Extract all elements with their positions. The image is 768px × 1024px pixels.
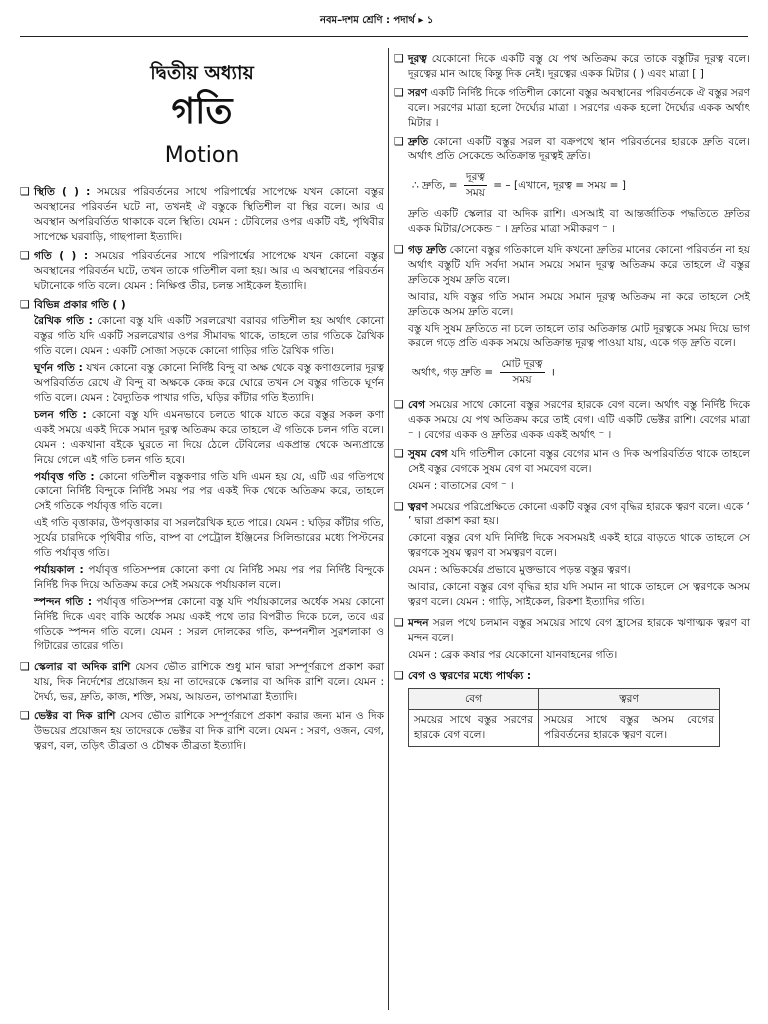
- average-speed-formula: [412, 357, 750, 388]
- term-rotational: ঘূর্ণন গতি :: [34, 362, 83, 375]
- entry-distance: [394, 52, 750, 82]
- text-average-speed-more1: আবার, যদি বস্তুর গতি সমান সময়ে সমান দূরত্ব অতিক্রম না করে তাহলে সেই দ্রুতিকে অসম দ্রুতি বলে।: [408, 290, 750, 318]
- running-header: নবম–দশম শ্রেণি : পদার্থ ▸ ১: [320, 15, 434, 26]
- term-velocity: বেগ: [408, 399, 425, 412]
- text-acceleration: সময়ের পরিপ্রেক্ষিতে কোনো একটি বস্তুর বেগ বৃদ্ধির হারকে ত্বরণ বলে। একে ‘ ’ দ্বারা প্রকাশ করা হয়।: [408, 500, 750, 528]
- term-linear: রৈখিক গতি :: [34, 315, 93, 328]
- checkbox-bullet-icon: ❑: [394, 446, 404, 460]
- difference-title: বেগ ও ত্বরণের মধ্যে পার্থক্য :: [408, 669, 532, 682]
- table-cell-velocity: সময়ের সাথে বস্তুর সরণের হারকে বেগ বলে।: [409, 710, 539, 747]
- table-cell-acceleration: সময়ের সাথে বস্তুর অসম বেগের পরিবর্তনের হারকে ত্বরণ বলে।: [539, 710, 720, 747]
- example-uniform-velocity: যেমন : বাতাসের বেগ ⁻ ।: [408, 479, 514, 492]
- right-column: [394, 52, 750, 747]
- avg-numerator: মোট দূরত্ব: [500, 357, 545, 373]
- speed-numerator: দূরত্ব: [464, 170, 487, 186]
- term-oscillatory: স্পন্দন গতি :: [34, 595, 93, 608]
- term-speed: দ্রুতি: [408, 135, 429, 148]
- text-uniform-velocity: যদি গতিশীল কোনো বস্তুর বেগের মান ও দিক অপরিবর্তিত থাকে তাহলে সেই বস্তুর বেগকে সুষম বেগ বা সমবেগ বলে।: [408, 447, 750, 475]
- text-vector: যেসব ভৌত রাশিকে সম্পূর্ণরূপে প্রকাশ করার জন্য মান ও দিক উভয়ের প্রয়োজন হয় তাদেরকে ভেক্টর বা দিক রাশি বলে। যেমন : সরণ, ওজন, বেগ, ত্বরণ, বল, তড়িৎ তীব্রতা ও চৌম্বক তীব্রতা ইত্যাদি।: [34, 710, 384, 752]
- term-motion-types: বিভিন্ন প্রকার গতি ( ): [34, 298, 126, 311]
- term-retardation: মন্দন: [408, 616, 429, 629]
- term-period: পর্যায়কাল :: [34, 563, 84, 576]
- speed-formula-prefix: ∴ দ্রুতি, =: [412, 179, 458, 192]
- chapter-english-title: Motion: [164, 142, 240, 168]
- text-linear: কোনো বস্তু যদি একটি সরলরেখা বরাবর গতিশীল হয় অর্থাৎ কোনো বস্তুর গতি যদি একটি সরলরেখার ওপর সীমাবদ্ধ থাকে, তাহলে তার গতিকে রৈখিক গতি বলে। যেমন : একটি সোজা সড়কে কোনো গাড়ির গতি রৈখিক গতি।: [34, 315, 384, 358]
- example-retardation: যেমন : ব্রেক কষার পর যেকোনো যানবাহনের গতি।: [408, 648, 618, 661]
- checkbox-bullet-icon: ❑: [20, 709, 30, 723]
- chapter-title: গতি: [171, 90, 233, 132]
- term-average-speed: গড় দ্রুতি: [408, 243, 447, 256]
- entry-speed: [394, 135, 750, 239]
- table-header-acceleration: ত্বরণ: [539, 688, 720, 710]
- entry-displacement: [394, 86, 750, 131]
- left-column: [20, 52, 384, 758]
- text-period: পর্যাবৃত্ত গতিসম্পন্ন কোনো কণা যে নির্দিষ্ট সময় পর পর নির্দিষ্ট বিন্দুকে নির্দিষ্ট দিক দিয়ে অতিক্রম করে সেই সময়কে পর্যায়কাল বলে।: [34, 563, 384, 591]
- entry-acceleration: [394, 500, 750, 612]
- text-speed: কোনো একটি বস্তুর সরল বা বক্রপথে স্থান পরিবর্তনের হারকে দ্রুতি বলে। অর্থাৎ প্রতি সেকেন্ডে অতিক্রান্ত দূরত্বই দ্রুতি।: [408, 135, 750, 163]
- text-rotational: যখন কোনো বস্তু কোনো নির্দিষ্ট বিন্দু বা অক্ষ থেকে বস্তু কণাগুলোর দূরত্ব অপরিবর্তিত রেখে ঐ বিন্দু বা অক্ষকে কেন্দ্র করে ঘোরে তখন সে বস্তুর গতিকে ঘূর্ণন গতি বলে। যেমন : বৈদ্যুতিক পাখার গতি, ঘড়ির কাঁটার গতি ইত্যাদি।: [34, 362, 384, 404]
- term-acceleration: ত্বরণ: [408, 500, 428, 513]
- term-scalar: স্কেলার বা অদিক রাশি: [34, 661, 131, 674]
- checkbox-bullet-icon: ❑: [394, 615, 404, 629]
- table-header-velocity: বেগ: [409, 688, 539, 710]
- text-translational: কোনো বস্তু যদি এমনভাবে চলতে থাকে যাতে করে বস্তুর সকল কণা একই সময়ে একই দিকে সমান দূরত্ব অতিক্রম করে তাহলে ঐ গতিকে চলন গতি বলে। যেমন : একখানা বইকে ঘুরতে না দিয়ে ঠেলে টেবিলের একপ্রান্ত থেকে অন্যপ্রান্তে নিয়ে গেলে এই গতি চলন গতি হবে।: [34, 408, 385, 466]
- avg-fraction: [500, 357, 545, 388]
- term-periodic: পর্যাবৃত্ত গতি :: [34, 470, 95, 483]
- text-acceleration-more3: আবার, কোনো বস্তুর বেগ বৃদ্ধির হার যদি সমান না থাকে তাহলে সে ত্বরণকে অসম ত্বরণ বলে। যেমন : গাড়ি, সাইকেল, রিকশা ইত্যাদির গতি।: [408, 581, 750, 608]
- chapter-label: দ্বিতীয় অধ্যায়: [150, 62, 254, 84]
- text-oscillatory: পর্যাবৃত্ত গতিসম্পন্ন কোনো বস্তু যদি পর্যায়কালের অর্ধেক সময় কোনো নির্দিষ্ট দিকে এবং বাকি অর্ধেক সময় একই পথে তার বিপরীত দিকে চলে, তবে এর গতিকে স্পন্দন গতি বলে। যেমন : সরল দোলকের গতি, কম্পনশীল সুরশলাকা ও গিটারের তারের গতি।: [34, 595, 384, 653]
- checkbox-bullet-icon: ❑: [394, 499, 404, 513]
- text-speed-more: দ্রুতি একটি স্কেলার বা অদিক রাশি। এসআই বা আন্তর্জাতিক পদ্ধতিতে দ্রুতির একক মিটার/সেকেন্ড ⁻ । দ্রুতির মাত্রা সমীকরণ ⁻ ।: [408, 208, 750, 236]
- checkbox-bullet-icon: ❑: [20, 185, 30, 199]
- text-rest: সময়ের পরিবর্তনের সাথে পরিপার্শ্বের সাপেক্ষে যখন কোনো বস্তুর অবস্থানের পরিবর্তন ঘটে না, তখনই ঐ বস্তুকে স্থিতিশীল বা স্থির বলে। আর এ অবস্থান অপরিবর্তিত থাকাকে বলে স্থিতি। যেমন : টেবিলের ওপর একটি বই, পৃথিবীর সাপেক্ষে ঘরবাড়ি, গাছপালা ইত্যাদি।: [34, 186, 384, 243]
- entry-rest: [20, 185, 384, 245]
- term-uniform-velocity: সুষম বেগ: [408, 447, 448, 460]
- speed-denominator: সময়: [465, 187, 485, 200]
- term-rest: স্থিতি ( ) :: [34, 186, 91, 199]
- speed-formula-suffix: = – [এখানে, দূরত্ব = সময় = ]: [493, 179, 626, 192]
- table-row: [409, 710, 720, 747]
- entry-difference: [394, 669, 750, 684]
- checkbox-bullet-icon: ❑: [394, 52, 404, 65]
- term-motion: গতি ( ) :: [34, 249, 89, 262]
- text-acceleration-more2: যেমন : অভিকর্ষের প্রভাবে মুক্তভাবে পড়ন্ত বস্তুর ত্বরণ।: [408, 564, 631, 577]
- checkbox-bullet-icon: ❑: [20, 248, 30, 262]
- column-divider: [388, 48, 389, 1010]
- checkbox-bullet-icon: ❑: [20, 660, 30, 674]
- text-displacement: একটি নির্দিষ্ট দিকে গতিশীল কোনো বস্তুর অবস্থানের পরিবর্তনকে ঐ বস্তুর সরণ বলে। সরণের মাত্রা হলো দৈর্ঘ্যের মাত্রা । সরণের একক হলো দৈর্ঘ্যের একক অর্থাৎ মিটার ।: [408, 86, 750, 129]
- text-periodic: কোনো গতিশীল বস্তুকণার গতি যদি এমন হয় যে, এটি এর গতিপথে কোনো নির্দিষ্ট বিন্দুকে নির্দিষ্ট সময় পর পর একই দিক থেকে অতিক্রম করে, তাহলে সেই গতিকে পর্যাবৃত্ত গতি বলে।: [34, 470, 384, 513]
- chapter-heading: [20, 52, 384, 171]
- difference-table: [408, 688, 720, 748]
- term-vector: ভেক্টর বা দিক রাশি: [34, 710, 116, 723]
- checkbox-bullet-icon: ❑: [394, 242, 404, 256]
- table-header-row: [409, 688, 720, 710]
- entry-motion: [20, 249, 384, 294]
- entry-retardation: [394, 616, 750, 665]
- text-velocity: সময়ের সাথে কোনো বস্তুর সরণের হারকে বেগ বলে। অর্থাৎ বস্তু নির্দিষ্ট দিকে একক সময়ে যে পথ অতিক্রম করে তাই বেগ। এটি একটি ভেক্টর রাশি। বেগের মাত্রা ⁻ । বেগের একক ও দ্রুতির একক একই অর্থাৎ ⁻ ।: [408, 399, 750, 441]
- text-average-speed: কোনো বস্তুর গতিকালে যদি কখনো দ্রুতির মানের কোনো পরিবর্তন না হয় অর্থাৎ বস্তুটি যদি সর্বদা সমান সময়ে সমান দূরত্ব অতিক্রম করে তাহলে ঐ বস্তুর দ্রুতিকে সুষম দ্রুতি বলে।: [408, 243, 750, 286]
- avg-formula-prefix: অর্থাৎ, গড় দ্রুতি =: [412, 366, 494, 379]
- page-header: [0, 14, 768, 40]
- text-periodic-more: এই গতি বৃত্তাকার, উপবৃত্তাকার বা সরলরৈখিক হতে পারে। যেমন : ঘড়ির কাঁটার গতি, সূর্যের চারদিকে পৃথিবীর গতি, বাষ্প বা পেট্রোল ইঞ্জিনের সিলিন্ডারের মধ্যে পিস্টনের গতি পর্যাবৃত্ত গতি।: [34, 517, 384, 560]
- speed-fraction: [464, 170, 487, 201]
- checkbox-bullet-icon: ❑: [394, 85, 404, 99]
- avg-denominator: সময়: [512, 374, 532, 387]
- speed-formula: [412, 170, 750, 201]
- avg-formula-suffix: ।: [550, 366, 555, 379]
- text-retardation: সরল পথে চলমান বস্তুর সময়ের সাথে বেগ হ্রাসের হারকে ঋণাত্মক ত্বরণ বা মন্দন বলে।: [408, 616, 750, 644]
- checkbox-bullet-icon: ❑: [394, 398, 404, 412]
- text-motion: সময়ের পরিবর্তনের সাথে পরিপার্শ্বের সাপেক্ষে যখন কোনো বস্তুর অবস্থানের পরিবর্তন ঘটে, তখন তাকে গতিশীল বলা হয়। আর এ অবস্থানের পরিবর্তন ঘটানোকে গতি বলে। যেমন : নিক্ষিপ্ত তীর, চলন্ত সাইকেল ইত্যাদি।: [34, 249, 384, 292]
- term-displacement: সরণ: [408, 86, 428, 99]
- entry-scalar: [20, 660, 384, 705]
- text-scalar: যেসব ভৌত রাশিকে শুধু মান দ্বারা সম্পূর্ণরূপে প্রকাশ করা যায়, দিক নির্দেশের প্রয়োজন হয় না তাদেরকে স্কেলার বা অদিক রাশি বলে। যেমন : দৈর্ঘ্য, ভর, দ্রুতি, কাজ, শক্তি, সময়, আয়তন, তাপমাত্রা ইত্যাদি।: [34, 661, 384, 704]
- entry-uniform-velocity: [394, 447, 750, 496]
- term-distance: দূরত্ব: [408, 53, 427, 65]
- text-average-speed-more2: বস্তু যদি সুষম দ্রুতিতে না চলে তাহলে তার অতিক্রান্ত মোট দূরত্বকে সময় দিয়ে ভাগ করলে গড়ে প্রতি একক সময়ে অতিক্রান্ত দূরত্ব পাওয়া যায়, একে গড় দ্রুতি বলে।: [408, 322, 750, 350]
- term-translational: চলন গতি :: [34, 408, 87, 421]
- checkbox-bullet-icon: ❑: [394, 668, 404, 682]
- entry-average-speed: [394, 243, 750, 394]
- header-rule: [20, 36, 748, 37]
- text-acceleration-more1: কোনো বস্তুর বেগ যদি নির্দিষ্ট দিকে সবসময়ই একই হারে বাড়তে থাকে তাহলে সে ত্বরণকে সুষম ত্বরণ বা সমত্বরণ বলে।: [408, 532, 750, 560]
- entry-motion-types: [20, 298, 384, 657]
- checkbox-bullet-icon: ❑: [20, 297, 30, 311]
- text-distance: যেকোনো দিকে একটি বস্তু যে পথ অতিক্রম করে তাকে বস্তুটির দূরত্ব বলে। দূরত্বের মান আছে কিন্তু দিক নেই। দূরত্বের একক মিটার ( ) এবং মাত্রা [ ]: [408, 53, 750, 80]
- entry-vector: [20, 709, 384, 754]
- checkbox-bullet-icon: ❑: [394, 134, 404, 148]
- entry-velocity: [394, 398, 750, 443]
